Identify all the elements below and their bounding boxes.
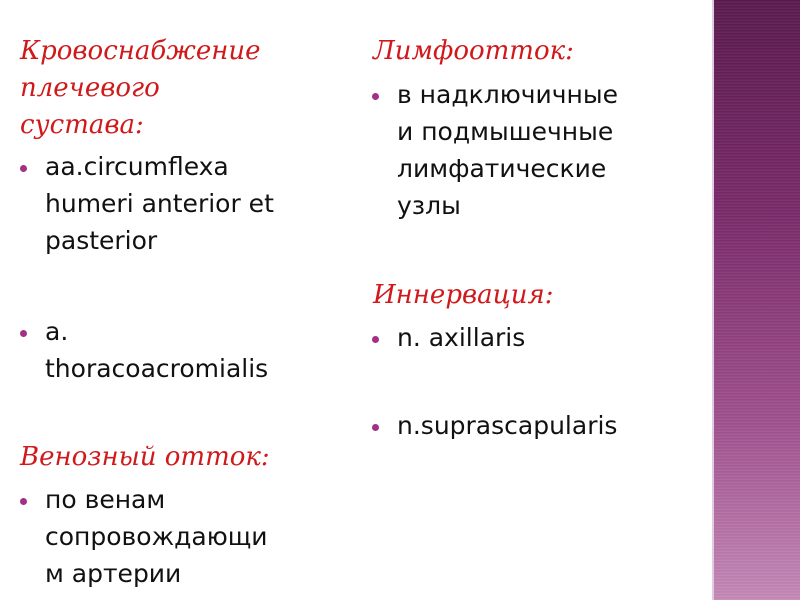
blood-supply-item — [45, 313, 355, 387]
blood-supply-item — [45, 148, 355, 259]
bullet-icon — [20, 165, 27, 172]
innervation-item — [397, 319, 697, 356]
blood-supply-item-text: aa.circumflexa humeri anterior et pasterior — [45, 152, 274, 255]
blood-supply-heading: Кровоснабжение плечевого сустава: — [20, 36, 261, 140]
venous-outflow-item — [45, 481, 355, 592]
bullet-icon — [372, 93, 379, 100]
venous-outflow-item-text: по венам сопровождающи м артерии — [45, 485, 268, 588]
innervation-item — [397, 407, 697, 444]
bullet-icon — [372, 336, 379, 343]
bullet-icon — [20, 498, 27, 505]
lymph-outflow-heading: Лимфоотток: — [373, 36, 574, 66]
lymph-outflow-item — [397, 76, 697, 224]
blood-supply-item-text: a. thoracoacromialis — [45, 317, 269, 383]
bullet-icon — [20, 330, 27, 337]
decorative-side-band — [714, 0, 800, 600]
innervation-item-text: n. axillaris — [397, 323, 526, 352]
innervation-heading: Иннервация: — [373, 280, 554, 310]
venous-outflow-heading: Венозный отток: — [20, 442, 270, 472]
innervation-item-text: n.suprascapularis — [397, 411, 618, 440]
bullet-icon — [372, 424, 379, 431]
lymph-outflow-item-text: в надключичные и подмышечные лимфатические узлы — [397, 80, 619, 220]
